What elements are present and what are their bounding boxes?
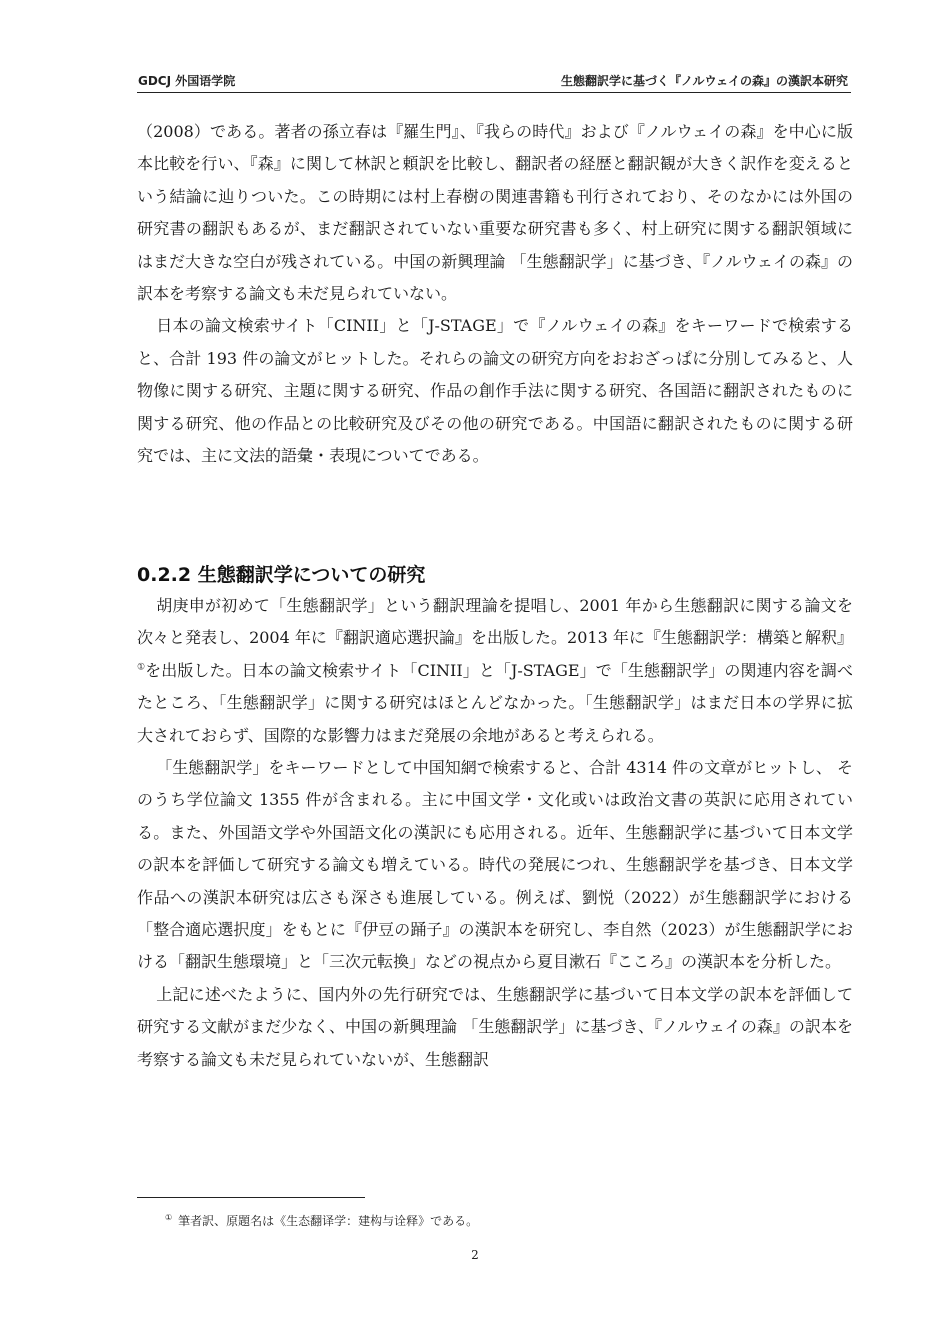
section-heading: 0.2.2 生態翻訳学についての研究 [137, 564, 426, 586]
section-ecotranslatology-text [137, 590, 853, 1076]
paragraph-text: を出版した。日本の論文検索サイト「CINII」と「J-STAGE」で「生態翻訳学」の関連内容を調べたところ、「生態翻訳学」に関する研究はほとんどなかった。「生態翻訳学」はまだ日本の学界に拡大されておらず、国際的な影響力はまだ発展の余地があると考えられる。 [137, 660, 853, 745]
footnote [165, 1209, 478, 1230]
footnote-text: 筆者訳、原題名は《生态翻译学：建构与诠释》である。 [178, 1214, 479, 1228]
footnote-divider [137, 1197, 365, 1198]
footnote-reference[interactable]: ① [137, 662, 146, 673]
paragraph: 日本の論文検索サイト「CINII」と「J-STAGE」で『ノルウェイの森』をキーワードで検索すると、合計 193 件の論文がヒットした。それらの論文の研究方向をおおざっぱに分別してみると、人物像に関する研究、主題に関する研究、作品の創作手法に関する研究、各国語に翻訳されたものに関する研究、他の作品との比較研究及びその他の研究である。中国語に翻訳されたものに関する研究では、主に文法的語彙・表現についてである。 [137, 316, 853, 466]
header-institution: GDCJ 外国语学院 [138, 74, 236, 88]
paragraph: 「生態翻訳学」をキーワードとして中国知網で検索すると、合計 4314 件の文章がヒットし、 そのうち学位論文 1355 件が含まれる。主に中国文学・文化或いは政治文書の英訳に応用されている。また、外国語文学や外国語文化の漢訳にも応用される。近年、生態翻訳学に基づいて日本文学の訳本を評価して研究する論文も増えている。時代の発展につれ、生態翻訳学を基づき、日本文学作品への漢訳本研究は広さも深さも進展している。例えば、劉悦（2022）が生態翻訳学における「整合適応選択度」をもとに『伊豆の踊子』の漢訳本を研究し、李自然（2023）が生態翻訳学における「翻訳生態環境」と「三次元転換」などの視点から夏目漱石『こころ』の漢訳本を分析した。 [137, 758, 853, 972]
page-header [137, 70, 851, 93]
paragraph: （2008）である。著者の孫立春は『羅生門』、『我らの時代』および『ノルウェイの森』を中心に版本比較を行い、『森』に関して林訳と頼訳を比較し、翻訳者の経歴と翻訳観が大きく訳作を変えるという結論に辿りついた。この時期には村上春樹の関連書籍も刊行されており、そのなかには外国の研究書の翻訳もあるが、まだ翻訳されていない重要な研究書も多く、村上研究に関する翻訳領域にはまだ大きな空白が残されている。中国の新興理論 「生態翻訳学」に基づき、『ノルウェイの森』の訳本を考察する論文も未だ見られていない。 [137, 122, 853, 304]
paragraph: 上記に述べたように、国内外の先行研究では、生態翻訳学に基づいて日本文学の訳本を評価して研究する文献がまだ少なく、中国の新興理論 「生態翻訳学」に基づき、『ノルウェイの森』の訳本を考察する論文も未だ見られていないが、生態翻訳 [137, 984, 853, 1069]
section-intro-text [137, 116, 853, 472]
page-number: 2 [471, 1248, 479, 1262]
paragraph-text: 胡庚申が初めて「生態翻訳学」という翻訳理論を提唱し、2001 年から生態翻訳に関する論文を次々と発表し、2004 年に『翻訳適応選択論』を出版した。2013 年に『生態翻訳学：構築と解釈』 [137, 596, 853, 648]
footnote-mark: ① [165, 1213, 173, 1222]
header-paper-title: 生態翻訳学に基づく『ノルウェイの森』の漢訳本研究 [560, 74, 848, 88]
paragraph [137, 590, 853, 752]
